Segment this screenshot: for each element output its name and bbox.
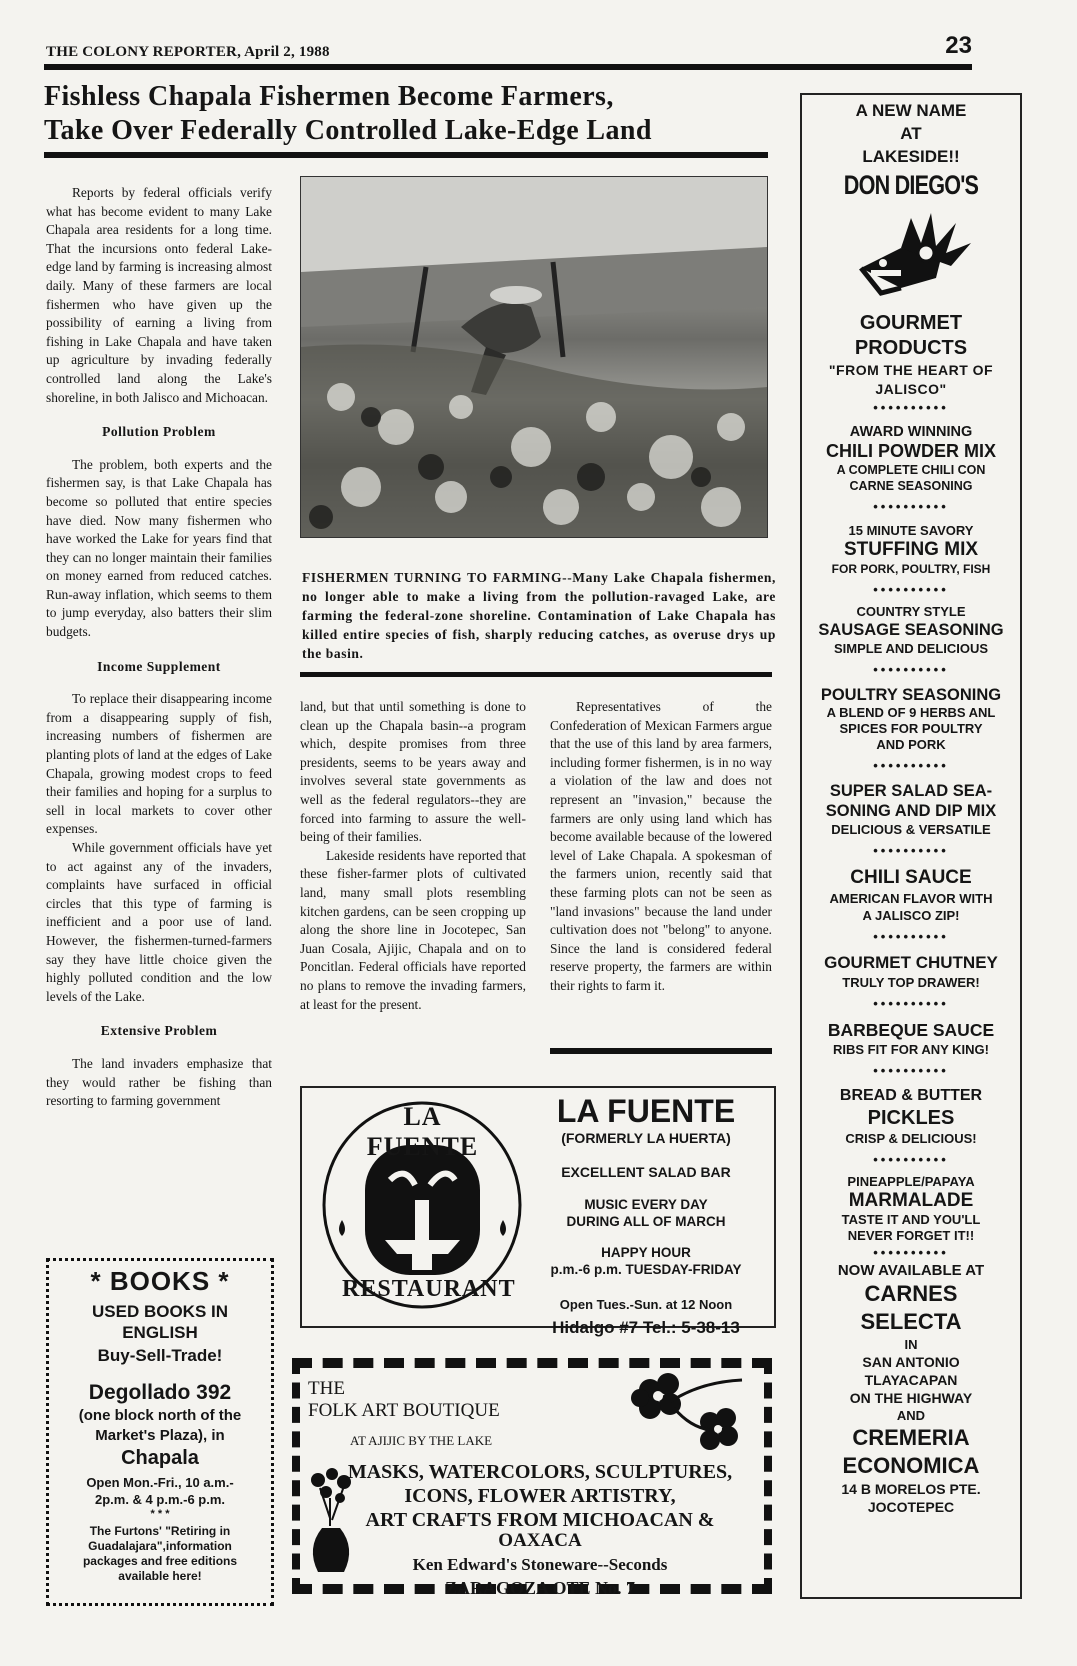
column-end-rule xyxy=(550,1048,772,1054)
hours-line: Open Tues.-Sun. at 12 Noon xyxy=(559,1297,733,1312)
dot-divider: •••••••••• xyxy=(873,582,949,597)
ad-line: 2p.m. & 4 p.m.-6 p.m. xyxy=(94,1492,226,1507)
ad-line: TRULY TOP DRAWER! xyxy=(842,975,980,990)
ad-line: DELICIOUS & VERSATILE xyxy=(831,822,991,837)
ad-line: SAN ANTONIO xyxy=(862,1354,960,1370)
headline-rule xyxy=(44,152,768,158)
ad-line: GOURMET CHUTNEY xyxy=(824,953,998,972)
dot-divider: •••••••••• xyxy=(873,843,949,858)
ad-line: COUNTRY STYLE xyxy=(856,604,966,619)
ad-line: packages and free editions xyxy=(82,1554,238,1568)
ad-line: FOR PORK, POULTRY, FISH xyxy=(831,562,991,576)
dot-divider: •••••••••• xyxy=(873,662,949,677)
address-line: Hidalgo #7 Tel.: 5-38-13 xyxy=(552,1318,740,1337)
ad-line: The Furtons' "Retiring in xyxy=(89,1524,231,1538)
ad-line: POULTRY SEASONING xyxy=(820,686,1002,704)
ad-line: PICKLES xyxy=(867,1107,955,1129)
ad-line: AWARD WINNING xyxy=(849,424,973,440)
ad-line: RIBS FIT FOR ANY KING! xyxy=(833,1042,989,1057)
folk-art-ad xyxy=(292,1358,772,1598)
article-column-3 xyxy=(550,698,772,996)
ad-line: ON THE HIGHWAY xyxy=(849,1390,973,1406)
flower-icon xyxy=(630,1372,748,1458)
restaurant-name: LA FUENTE xyxy=(556,1093,736,1129)
headline xyxy=(44,80,744,148)
caption-rule xyxy=(300,672,772,677)
subhead-pollution: Pollution Problem xyxy=(102,424,216,440)
ad-line: A COMPLETE CHILI CON xyxy=(836,463,986,477)
ad-line: ART CRAFTS FROM MICHOACAN & xyxy=(365,1509,715,1531)
masthead-title: THE COLONY REPORTER, April 2, 1988 xyxy=(46,44,330,60)
ad-line: SELECTA xyxy=(860,1309,962,1334)
farmer-photo-illustration xyxy=(301,177,767,537)
ad-line: PRODUCTS xyxy=(854,337,968,359)
ad-line: available here! xyxy=(118,1569,202,1583)
books-title: * BOOKS * xyxy=(90,1266,230,1296)
ad-line: OAXACA xyxy=(498,1530,582,1551)
ad-line: A NEW NAME xyxy=(855,101,967,120)
ad-line: USED BOOKS IN xyxy=(91,1302,229,1321)
ad-line: NEVER FORGET IT!! xyxy=(847,1228,975,1243)
ad-line: ZARAGOZA OTE No. 7 xyxy=(444,1578,636,1598)
aztec-serpent-icon xyxy=(841,208,981,304)
ad-line: IN xyxy=(904,1337,918,1352)
ad-line: Open Mon.-Fri., 10 a.m.- xyxy=(86,1475,234,1490)
ad-line: AT xyxy=(900,124,922,143)
la-fuente-logo xyxy=(320,1100,525,1310)
ad-line: ENGLISH xyxy=(122,1323,198,1342)
ad-line: AND xyxy=(896,1408,926,1423)
ad-line: "FROM THE HEART OF xyxy=(828,362,994,378)
article-paragraph: The problem, both experts and the fishermen say, is that Lake Chapala has become so polluted that entire species have died. Now many fishermen who have worked the Lake for years find that they can no longer maintain their families on money earned from reduced catches. Run-away inflation, which seems to them to jump everyday, also batters their slim budgets. xyxy=(46,456,272,640)
ad-line: JOCOTEPEC xyxy=(867,1499,955,1515)
subhead-income: Income Supplement xyxy=(97,658,221,674)
dot-divider: •••••••••• xyxy=(873,996,949,1011)
ad-line: LAKESIDE!! xyxy=(862,147,960,166)
ad-line: Market's Plaza), in xyxy=(95,1427,225,1444)
formerly-line: (FORMERLY LA HUERTA) xyxy=(561,1130,731,1146)
ad-line: SAUSAGE SEASONING xyxy=(818,621,1004,639)
article-paragraph: land, but that until something is done to clean up the Chapala basin--a program which, despite promises from three presidents, seems to be years away and involves several state governments as well as the federal regulators--they are forced into farming to assure the well-being of their families. xyxy=(300,699,526,845)
article-paragraph: To replace their disappearing income from a disappearing supply of fish, increasing numbers of fishermen are planting plots of land at the edges of Lake Chapala, growing modest crops to feed their families and hoping for a surplus to sell in local markets to cover other expenses. xyxy=(46,691,272,837)
dot-divider: •••••••••• xyxy=(873,758,949,773)
salad-bar-line: EXCELLENT SALAD BAR xyxy=(561,1164,731,1180)
ad-line: Ken Edward's Stoneware--Seconds xyxy=(412,1555,668,1574)
ad-line: CHILI SAUCE xyxy=(850,867,972,888)
ad-line: * * * xyxy=(150,1508,170,1520)
ad-line: A JALISCO ZIP! xyxy=(862,908,960,923)
logo-text-top: LA FUENTE xyxy=(366,1102,479,1161)
dot-divider: •••••••••• xyxy=(873,400,949,415)
dot-divider: •••••••••• xyxy=(873,1152,949,1167)
ad-line: CHILI POWDER MIX xyxy=(826,441,996,461)
ad-line: Degollado 392 xyxy=(88,1381,232,1404)
books-ad xyxy=(46,1258,274,1606)
ad-line: STUFFING MIX xyxy=(843,539,979,560)
ad-line: MARMALADE xyxy=(848,1190,974,1211)
ad-line: TLAYACAPAN xyxy=(864,1372,958,1388)
photo-caption: FISHERMEN TURNING TO FARMING--Many Lake Chapala fishermen, no longer able to make a living from the pollution-ravaged Lake, are farming the federal-zone shoreline. Contamination of Lake Chapala has killed entire species of fish, sharply reducing catches, as overuse drys up the basin. xyxy=(302,570,776,661)
happy-hour-line: HAPPY HOUR xyxy=(601,1245,691,1260)
music-line: DURING ALL OF MARCH xyxy=(566,1214,726,1229)
ad-line: AT AJIJIC BY THE LAKE xyxy=(350,1433,493,1448)
ad-line: AND PORK xyxy=(876,737,946,752)
ad-line: TASTE IT AND YOU'LL xyxy=(841,1212,981,1227)
ad-line: AMERICAN FLAVOR WITH xyxy=(829,891,993,906)
ad-line: GOURMET xyxy=(859,312,963,334)
article-paragraph: The land invaders emphasize that they would rather be fishing than resorting to farming government xyxy=(46,1055,272,1109)
ad-line: ICONS, FLOWER ARTISTRY, xyxy=(404,1485,676,1507)
ad-line: 14 B MORELOS PTE. xyxy=(841,1481,981,1497)
ad-line: Chapala xyxy=(121,1447,199,1469)
headline-line-2: Take Over Federally Controlled Lake-Edge Land xyxy=(44,115,652,146)
ad-line: SONING AND DIP MIX xyxy=(825,802,997,820)
la-fuente-ad xyxy=(300,1086,776,1337)
ad-line: CRISP & DELICIOUS! xyxy=(845,1131,977,1146)
music-line: MUSIC EVERY DAY xyxy=(584,1197,708,1212)
dot-divider: •••••••••• xyxy=(873,499,949,514)
farmer-photo xyxy=(300,176,768,538)
article-paragraph: Lakeside residents have reported that these fisher-farmer plots of cultivated land, many small plots resembling kitchen gardens, can be seen cropping up along the shore line in Jocotepec, San Juan Cosala, Ajijic, Chapala and on to Poncitlan. Federal officials have reported no plans to remove the invading farmers, at least for the present. xyxy=(300,847,526,1012)
article-paragraph: Reports by federal officials verify what has become evident to many Lake Chapala area residents for a long time. That the incursions onto federal Lake-edge land by farming is increasing almost daily. Many of these farmers are local fishermen who have given up the possibility of earning a living from fishing in Lake Chapala and have taken up agriculture by invading federally controlled land along the Lake's shoreline, in both Jalisco and Michoacan. xyxy=(46,185,272,405)
subhead-extensive: Extensive Problem xyxy=(100,1023,218,1039)
dot-divider: •••••••••• xyxy=(873,1063,949,1078)
ad-line: ECONOMICA xyxy=(842,1453,980,1478)
ad-line: 15 MINUTE SAVORY xyxy=(848,523,974,538)
ad-line: SUPER SALAD SEA- xyxy=(829,782,993,800)
headline-line-1: Fishless Chapala Fishermen Become Farmers, xyxy=(44,81,614,112)
dot-divider: •••••••••• xyxy=(873,1245,949,1260)
ad-line: A BLEND OF 9 HERBS ANL xyxy=(826,705,996,720)
ad-line: SIMPLE AND DELICIOUS xyxy=(833,641,989,656)
article-paragraph: Representatives of the Confederation of Mexican Farmers argue that the use of this land by area farmers, including former fishermen, is in no way a violation of the law and does not represent an "invasion," because the farmers are only using land which has become available because of the lowered level of Lake Chapala. A spokesman of the farmers union, recently said that these farming plots can not be seen as "land invasions" because the land under cultivation does not "belong" to anyone. Since the land is considered federal reserve property, the farmers are within their rights to farm it. xyxy=(550,699,772,993)
article-column-1 xyxy=(46,184,272,1111)
logo-text-bottom: RESTAURANT xyxy=(342,1276,516,1302)
brand-name: DON DIEGO'S xyxy=(843,170,979,200)
ad-line: BARBEQUE SAUCE xyxy=(827,1020,995,1040)
ad-line: CARNE SEASONING xyxy=(849,479,973,493)
dot-divider: •••••••••• xyxy=(873,929,949,944)
happy-hour-line: p.m.-6 p.m. TUESDAY-FRIDAY xyxy=(550,1262,742,1277)
ad-line: FOLK ART BOUTIQUE xyxy=(308,1400,500,1421)
ad-line: NOW AVAILABLE AT xyxy=(837,1262,985,1279)
ad-line: JALISCO" xyxy=(875,381,947,397)
ad-line: MASKS, WATERCOLORS, SCULPTURES, xyxy=(347,1461,733,1483)
la-fuente-text xyxy=(526,1092,766,1339)
don-diegos-ad xyxy=(800,93,1022,1599)
ad-line: (one block north of the xyxy=(78,1407,242,1424)
article-column-2 xyxy=(300,698,526,1014)
ad-line: THE xyxy=(308,1378,345,1399)
ad-line: CARNES xyxy=(864,1281,958,1306)
ad-line: Guadalajara",information xyxy=(88,1539,232,1553)
ad-line: BREAD & BUTTER xyxy=(839,1087,983,1104)
ad-line: Buy-Sell-Trade! xyxy=(97,1346,223,1365)
masthead-rule xyxy=(44,64,972,70)
ad-line: PINEAPPLE/PAPAYA xyxy=(847,1174,975,1189)
ad-line: SPICES FOR POULTRY xyxy=(839,721,983,736)
page-number: 23 xyxy=(945,32,972,59)
article-paragraph: While government officials have yet to act against any of the invaders, complaints have surfaced in official circles that this type of farming is inefficient and a poor use of land. However, the fishermen-turned-farmers say they have little choice given the highly polluted condition and the low levels of the Lake. xyxy=(46,840,272,1004)
ad-line: CREMERIA xyxy=(852,1425,970,1450)
